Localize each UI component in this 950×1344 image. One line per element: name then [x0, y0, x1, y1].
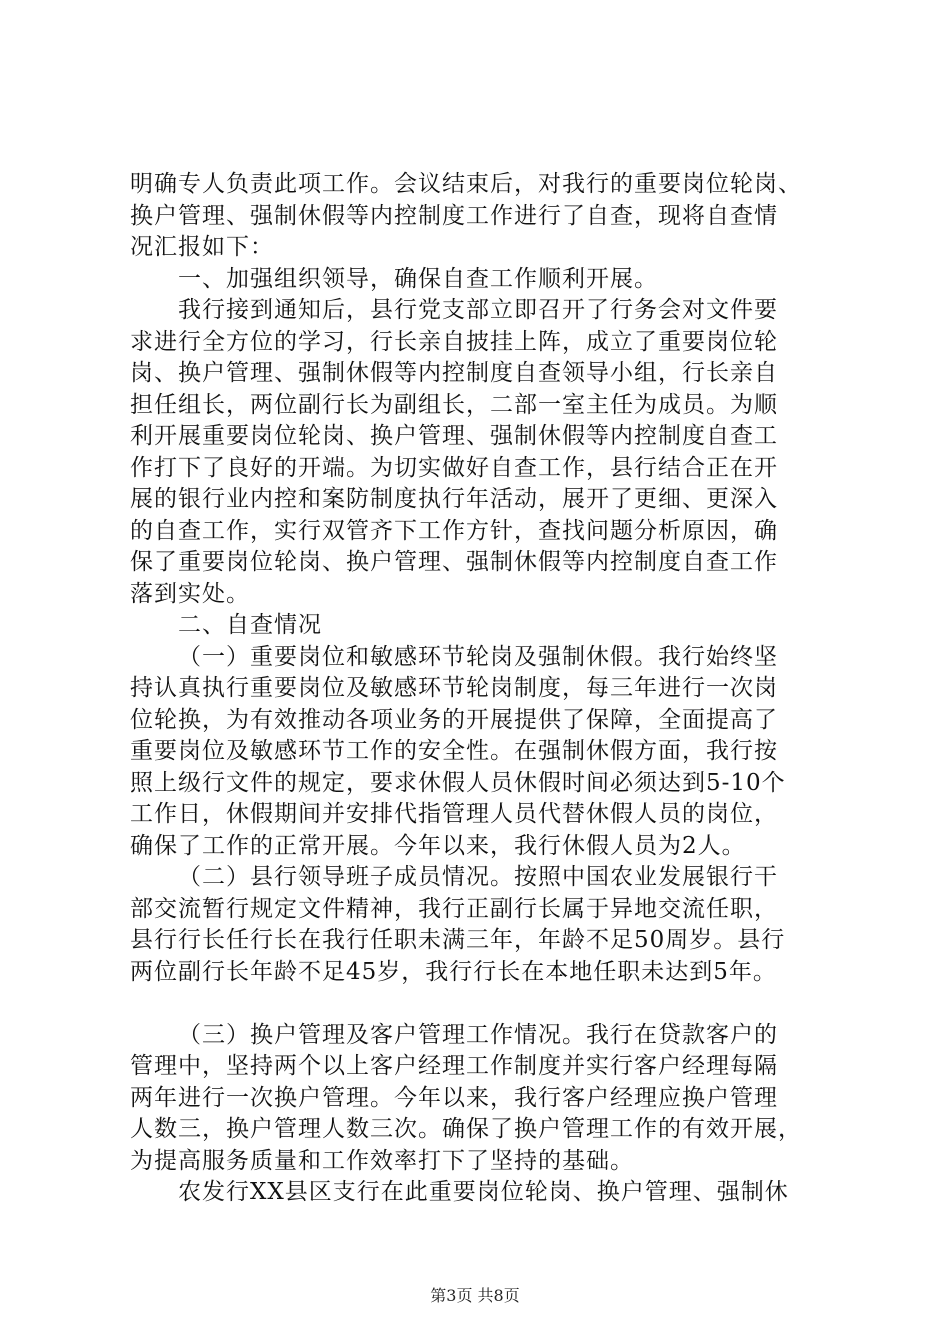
- text-line: 工作日，休假期间并安排代指管理人员代替休假人员的岗位，: [130, 801, 778, 827]
- text-line: 照上级行文件的规定，要求休假人员休假时间必须达到5-10个: [130, 769, 786, 796]
- text-line: 位轮换，为有效推动各项业务的开展提供了保障，全面提高了: [130, 706, 778, 733]
- section-heading: 一、加强组织领导，确保自查工作顺利开展。: [178, 265, 658, 292]
- text-line: 落到实处。: [130, 580, 250, 607]
- text-line: 重要岗位及敏感环节工作的安全性。在强制休假方面，我行按: [130, 738, 778, 764]
- paragraph-start: 我行接到通知后，县行党支部立即召开了行务会对文件要: [178, 297, 778, 323]
- text-line: 的自查工作，实行双管齐下工作方针，查找问题分析原因，确: [130, 517, 778, 544]
- section-heading: 二、自查情况: [178, 612, 322, 638]
- text-line: 两年进行一次换户管理。今年以来，我行客户经理应换户管理: [130, 1084, 778, 1111]
- text-line: 为提高服务质量和工作效率打下了坚持的基础。: [130, 1147, 634, 1174]
- text-line: 作打下了良好的开端。为切实做好自查工作，县行结合正在开: [130, 454, 778, 481]
- text-line: 保了重要岗位轮岗、换户管理、强制休假等内控制度自查工作: [130, 549, 778, 575]
- text-line: 县行行长任行长在我行任职未满三年，年龄不足50周岁。县行: [130, 927, 786, 953]
- text-line: 人数三，换户管理人数三次。确保了换户管理工作的有效开展，: [130, 1116, 802, 1142]
- text-line: 确保了工作的正常开展。今年以来，我行休假人员为2人。: [130, 832, 746, 859]
- text-line: 两位副行长年龄不足45岁，我行行长在本地任职未达到5年。: [130, 958, 777, 985]
- text-line: 换户管理、强制休假等内控制度工作进行了自查，现将自查情: [130, 202, 778, 229]
- text-line: 持认真执行重要岗位及敏感环节轮岗制度，每三年进行一次岗: [130, 675, 778, 701]
- text-line: 岗、换户管理、强制休假等内控制度自查领导小组，行长亲自: [130, 360, 778, 386]
- paragraph-start: 农发行XX县区支行在此重要岗位轮岗、换户管理、强制休: [178, 1179, 789, 1205]
- text-line: 求进行全方位的学习，行长亲自披挂上阵，成立了重要岗位轮: [130, 328, 778, 355]
- text-line: 利开展重要岗位轮岗、换户管理、强制休假等内控制度自查工: [130, 423, 778, 449]
- text-line: 部交流暂行规定文件精神，我行正副行长属于异地交流任职，: [130, 895, 778, 922]
- document-body: [130, 169, 830, 1209]
- page-footer: 第3页 共8页: [430, 1286, 520, 1305]
- text-line: 况汇报如下：: [130, 234, 274, 260]
- paragraph-start: （三）换户管理及客户管理工作情况。我行在贷款客户的: [178, 1021, 778, 1048]
- paragraph-start: （二）县行领导班子成员情况。按照中国农业发展银行干: [178, 864, 778, 890]
- text-line: 担任组长，两位副行长为副组长，二部一室主任为成员。为顺: [130, 391, 778, 418]
- paragraph-start: （一）重要岗位和敏感环节轮岗及强制休假。我行始终坚: [178, 643, 778, 670]
- text-line: 管理中，坚持两个以上客户经理工作制度并实行客户经理每隔: [130, 1053, 778, 1079]
- blank-line: [130, 988, 830, 1020]
- text-line: 展的银行业内控和案防制度执行年活动，展开了更细、更深入: [130, 486, 778, 512]
- text-line: 明确专人负责此项工作。会议结束后，对我行的重要岗位轮岗、: [130, 171, 802, 197]
